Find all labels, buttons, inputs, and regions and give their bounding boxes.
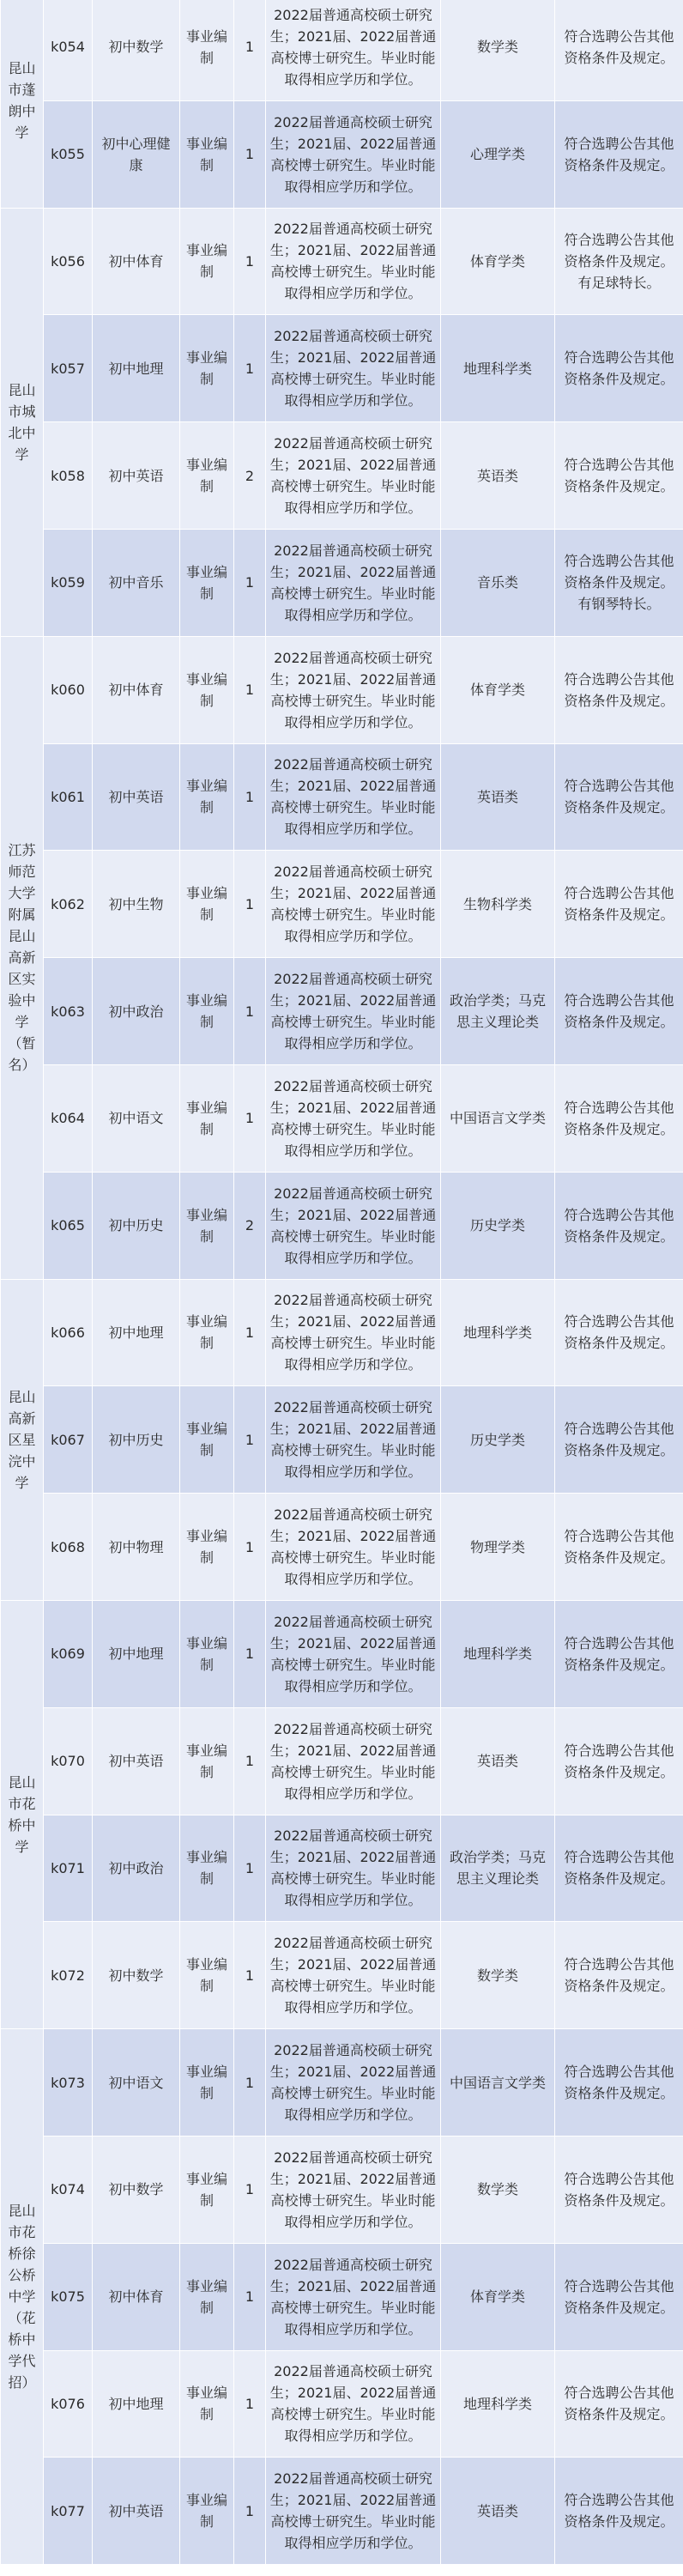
major-cell: 体育学类 — [441, 208, 555, 315]
school-name-cell: 江苏师范大学附属昆山高新区实验中学（暂名） — [1, 636, 44, 1279]
education-requirement-cell: 2022届普通高校硕士研究生；2021届、2022届普通高校博士研究生。毕业时能取得相应学历和学位。 — [266, 422, 441, 530]
position-code-cell: k068 — [44, 1494, 93, 1601]
table-row — [1, 2350, 683, 2458]
headcount-cell: 1 — [234, 851, 266, 958]
other-requirement-cell: 符合选聘公告其他资格条件及规定。 — [555, 2136, 683, 2243]
subject-cell: 初中政治 — [93, 1815, 180, 1922]
table-row — [1, 958, 683, 1065]
education-requirement-cell: 2022届普通高校硕士研究生；2021届、2022届普通高校博士研究生。毕业时能取得相应学历和学位。 — [266, 1064, 441, 1172]
position-code-cell: k070 — [44, 1707, 93, 1815]
education-requirement-cell: 2022届普通高校硕士研究生；2021届、2022届普通高校博士研究生。毕业时能取得相应学历和学位。 — [266, 636, 441, 743]
position-code-cell: k055 — [44, 100, 93, 208]
staff-type-cell: 事业编制 — [180, 1494, 234, 1601]
major-cell: 地理科学类 — [441, 1600, 555, 1707]
position-code-cell: k075 — [44, 2243, 93, 2350]
staff-type-cell: 事业编制 — [180, 2458, 234, 2565]
position-code-cell: k064 — [44, 1064, 93, 1172]
headcount-cell: 2 — [234, 1172, 266, 1279]
position-code-cell: k056 — [44, 208, 93, 315]
headcount-cell: 2 — [234, 422, 266, 530]
education-requirement-cell: 2022届普通高校硕士研究生；2021届、2022届普通高校博士研究生。毕业时能取得相应学历和学位。 — [266, 2029, 441, 2137]
subject-cell: 初中地理 — [93, 1279, 180, 1386]
other-requirement-cell: 符合选聘公告其他资格条件及规定。 — [555, 958, 683, 1065]
staff-type-cell: 事业编制 — [180, 100, 234, 208]
headcount-cell: 1 — [234, 636, 266, 743]
position-code-cell: k057 — [44, 315, 93, 422]
staff-type-cell: 事业编制 — [180, 1172, 234, 1279]
headcount-cell: 1 — [234, 1707, 266, 1815]
education-requirement-cell: 2022届普通高校硕士研究生；2021届、2022届普通高校博士研究生。毕业时能取得相应学历和学位。 — [266, 1815, 441, 1922]
major-cell: 政治学类；马克思主义理论类 — [441, 958, 555, 1065]
headcount-cell: 1 — [234, 2243, 266, 2350]
other-requirement-cell: 符合选聘公告其他资格条件及规定。 — [555, 1600, 683, 1707]
table-row — [1, 1064, 683, 1172]
education-requirement-cell: 2022届普通高校硕士研究生；2021届、2022届普通高校博士研究生。毕业时能取得相应学历和学位。 — [266, 0, 441, 100]
position-code-cell: k060 — [44, 636, 93, 743]
headcount-cell: 1 — [234, 1386, 266, 1494]
position-code-cell: k076 — [44, 2350, 93, 2458]
major-cell: 心理学类 — [441, 100, 555, 208]
headcount-cell: 1 — [234, 1922, 266, 2029]
other-requirement-cell: 符合选聘公告其他资格条件及规定。 — [555, 1386, 683, 1494]
subject-cell: 初中地理 — [93, 315, 180, 422]
education-requirement-cell: 2022届普通高校硕士研究生；2021届、2022届普通高校博士研究生。毕业时能取得相应学历和学位。 — [266, 1922, 441, 2029]
education-requirement-cell: 2022届普通高校硕士研究生；2021届、2022届普通高校博士研究生。毕业时能取得相应学历和学位。 — [266, 2136, 441, 2243]
major-cell: 英语类 — [441, 743, 555, 851]
table-row — [1, 2458, 683, 2565]
position-code-cell: k066 — [44, 1279, 93, 1386]
education-requirement-cell: 2022届普通高校硕士研究生；2021届、2022届普通高校博士研究生。毕业时能取得相应学历和学位。 — [266, 1494, 441, 1601]
major-cell: 政治学类；马克思主义理论类 — [441, 1815, 555, 1922]
staff-type-cell: 事业编制 — [180, 1707, 234, 1815]
major-cell: 历史学类 — [441, 1172, 555, 1279]
headcount-cell: 1 — [234, 1064, 266, 1172]
other-requirement-cell: 符合选聘公告其他资格条件及规定。 — [555, 851, 683, 958]
headcount-cell: 1 — [234, 1279, 266, 1386]
other-requirement-cell: 符合选聘公告其他资格条件及规定。有足球特长。 — [555, 208, 683, 315]
major-cell: 体育学类 — [441, 636, 555, 743]
headcount-cell: 1 — [234, 208, 266, 315]
education-requirement-cell: 2022届普通高校硕士研究生；2021届、2022届普通高校博士研究生。毕业时能取得相应学历和学位。 — [266, 1707, 441, 1815]
major-cell: 物理学类 — [441, 1494, 555, 1601]
other-requirement-cell: 符合选聘公告其他资格条件及规定。 — [555, 1707, 683, 1815]
other-requirement-cell: 符合选聘公告其他资格条件及规定。 — [555, 1494, 683, 1601]
other-requirement-cell: 符合选聘公告其他资格条件及规定。 — [555, 422, 683, 530]
position-code-cell: k067 — [44, 1386, 93, 1494]
table-row — [1, 100, 683, 208]
subject-cell: 初中数学 — [93, 0, 180, 100]
staff-type-cell: 事业编制 — [180, 1386, 234, 1494]
table-row — [1, 2029, 683, 2137]
table-row — [1, 851, 683, 958]
education-requirement-cell: 2022届普通高校硕士研究生；2021届、2022届普通高校博士研究生。毕业时能取得相应学历和学位。 — [266, 1172, 441, 1279]
subject-cell: 初中英语 — [93, 1707, 180, 1815]
staff-type-cell: 事业编制 — [180, 743, 234, 851]
headcount-cell: 1 — [234, 2458, 266, 2565]
subject-cell: 初中心理健康 — [93, 100, 180, 208]
education-requirement-cell: 2022届普通高校硕士研究生；2021届、2022届普通高校博士研究生。毕业时能取得相应学历和学位。 — [266, 315, 441, 422]
major-cell: 数学类 — [441, 0, 555, 100]
staff-type-cell: 事业编制 — [180, 422, 234, 530]
headcount-cell: 1 — [234, 529, 266, 636]
major-cell: 历史学类 — [441, 1386, 555, 1494]
table-row — [1, 636, 683, 743]
position-code-cell: k054 — [44, 0, 93, 100]
staff-type-cell: 事业编制 — [180, 2136, 234, 2243]
other-requirement-cell: 符合选聘公告其他资格条件及规定。 — [555, 100, 683, 208]
education-requirement-cell: 2022届普通高校硕士研究生；2021届、2022届普通高校博士研究生。毕业时能取得相应学历和学位。 — [266, 100, 441, 208]
school-name-cell: 昆山市花桥徐公桥中学（花桥中学代招） — [1, 2029, 44, 2565]
table-row — [1, 1386, 683, 1494]
major-cell: 英语类 — [441, 2458, 555, 2565]
staff-type-cell: 事业编制 — [180, 958, 234, 1065]
position-code-cell: k058 — [44, 422, 93, 530]
other-requirement-cell: 符合选聘公告其他资格条件及规定。 — [555, 2458, 683, 2565]
other-requirement-cell: 符合选聘公告其他资格条件及规定。 — [555, 1064, 683, 1172]
education-requirement-cell: 2022届普通高校硕士研究生；2021届、2022届普通高校博士研究生。毕业时能取得相应学历和学位。 — [266, 851, 441, 958]
table-row — [1, 1494, 683, 1601]
table-row — [1, 315, 683, 422]
major-cell: 地理科学类 — [441, 1279, 555, 1386]
other-requirement-cell: 符合选聘公告其他资格条件及规定。 — [555, 2350, 683, 2458]
table-row — [1, 529, 683, 636]
staff-type-cell: 事业编制 — [180, 1815, 234, 1922]
headcount-cell: 1 — [234, 2029, 266, 2137]
subject-cell: 初中语文 — [93, 2029, 180, 2137]
subject-cell: 初中地理 — [93, 1600, 180, 1707]
table-row — [1, 0, 683, 100]
table-row — [1, 1815, 683, 1922]
education-requirement-cell: 2022届普通高校硕士研究生；2021届、2022届普通高校博士研究生。毕业时能取得相应学历和学位。 — [266, 1600, 441, 1707]
position-code-cell: k073 — [44, 2029, 93, 2137]
position-code-cell: k061 — [44, 743, 93, 851]
table-row — [1, 2243, 683, 2350]
subject-cell: 初中政治 — [93, 958, 180, 1065]
major-cell: 数学类 — [441, 2136, 555, 2243]
other-requirement-cell: 符合选聘公告其他资格条件及规定。 — [555, 315, 683, 422]
subject-cell: 初中数学 — [93, 1922, 180, 2029]
position-code-cell: k074 — [44, 2136, 93, 2243]
staff-type-cell: 事业编制 — [180, 0, 234, 100]
staff-type-cell: 事业编制 — [180, 529, 234, 636]
headcount-cell: 1 — [234, 1600, 266, 1707]
major-cell: 地理科学类 — [441, 2350, 555, 2458]
education-requirement-cell: 2022届普通高校硕士研究生；2021届、2022届普通高校博士研究生。毕业时能取得相应学历和学位。 — [266, 958, 441, 1065]
position-code-cell: k071 — [44, 1815, 93, 1922]
headcount-cell: 1 — [234, 0, 266, 100]
table-row — [1, 422, 683, 530]
headcount-cell: 1 — [234, 2350, 266, 2458]
subject-cell: 初中体育 — [93, 208, 180, 315]
staff-type-cell: 事业编制 — [180, 851, 234, 958]
position-code-cell: k069 — [44, 1600, 93, 1707]
table-row — [1, 1922, 683, 2029]
subject-cell: 初中英语 — [93, 2458, 180, 2565]
subject-cell: 初中体育 — [93, 2243, 180, 2350]
other-requirement-cell: 符合选聘公告其他资格条件及规定。 — [555, 636, 683, 743]
other-requirement-cell: 符合选聘公告其他资格条件及规定。 — [555, 0, 683, 100]
staff-type-cell: 事业编制 — [180, 2350, 234, 2458]
other-requirement-cell: 符合选聘公告其他资格条件及规定。 — [555, 2243, 683, 2350]
headcount-cell: 1 — [234, 1494, 266, 1601]
subject-cell: 初中历史 — [93, 1172, 180, 1279]
other-requirement-cell: 符合选聘公告其他资格条件及规定。有钢琴特长。 — [555, 529, 683, 636]
table-row — [1, 1600, 683, 1707]
staff-type-cell: 事业编制 — [180, 1922, 234, 2029]
other-requirement-cell: 符合选聘公告其他资格条件及规定。 — [555, 2029, 683, 2137]
staff-type-cell: 事业编制 — [180, 315, 234, 422]
position-code-cell: k059 — [44, 529, 93, 636]
staff-type-cell: 事业编制 — [180, 2029, 234, 2137]
subject-cell: 初中音乐 — [93, 529, 180, 636]
table-body — [1, 0, 683, 2565]
education-requirement-cell: 2022届普通高校硕士研究生；2021届、2022届普通高校博士研究生。毕业时能取得相应学历和学位。 — [266, 2243, 441, 2350]
position-code-cell: k072 — [44, 1922, 93, 2029]
staff-type-cell: 事业编制 — [180, 208, 234, 315]
table-row — [1, 1279, 683, 1386]
major-cell: 地理科学类 — [441, 315, 555, 422]
major-cell: 体育学类 — [441, 2243, 555, 2350]
education-requirement-cell: 2022届普通高校硕士研究生；2021届、2022届普通高校博士研究生。毕业时能取得相应学历和学位。 — [266, 1279, 441, 1386]
major-cell: 中国语言文学类 — [441, 2029, 555, 2137]
education-requirement-cell: 2022届普通高校硕士研究生；2021届、2022届普通高校博士研究生。毕业时能取得相应学历和学位。 — [266, 743, 441, 851]
school-name-cell: 昆山高新区星浣中学 — [1, 1279, 44, 1600]
subject-cell: 初中语文 — [93, 1064, 180, 1172]
table-row — [1, 1172, 683, 1279]
headcount-cell: 1 — [234, 315, 266, 422]
subject-cell: 初中生物 — [93, 851, 180, 958]
subject-cell: 初中物理 — [93, 1494, 180, 1601]
staff-type-cell: 事业编制 — [180, 1279, 234, 1386]
subject-cell: 初中地理 — [93, 2350, 180, 2458]
headcount-cell: 1 — [234, 2136, 266, 2243]
other-requirement-cell: 符合选聘公告其他资格条件及规定。 — [555, 1922, 683, 2029]
position-code-cell: k062 — [44, 851, 93, 958]
major-cell: 数学类 — [441, 1922, 555, 2029]
table-row — [1, 208, 683, 315]
major-cell: 中国语言文学类 — [441, 1064, 555, 1172]
headcount-cell: 1 — [234, 1815, 266, 1922]
other-requirement-cell: 符合选聘公告其他资格条件及规定。 — [555, 1279, 683, 1386]
staff-type-cell: 事业编制 — [180, 2243, 234, 2350]
education-requirement-cell: 2022届普通高校硕士研究生；2021届、2022届普通高校博士研究生。毕业时能取得相应学历和学位。 — [266, 208, 441, 315]
education-requirement-cell: 2022届普通高校硕士研究生；2021届、2022届普通高校博士研究生。毕业时能取得相应学历和学位。 — [266, 529, 441, 636]
table-row — [1, 1707, 683, 1815]
subject-cell: 初中体育 — [93, 636, 180, 743]
subject-cell: 初中数学 — [93, 2136, 180, 2243]
subject-cell: 初中英语 — [93, 743, 180, 851]
education-requirement-cell: 2022届普通高校硕士研究生；2021届、2022届普通高校博士研究生。毕业时能取得相应学历和学位。 — [266, 2458, 441, 2565]
school-name-cell: 昆山市城北中学 — [1, 208, 44, 636]
other-requirement-cell: 符合选聘公告其他资格条件及规定。 — [555, 1172, 683, 1279]
subject-cell: 初中英语 — [93, 422, 180, 530]
education-requirement-cell: 2022届普通高校硕士研究生；2021届、2022届普通高校博士研究生。毕业时能取得相应学历和学位。 — [266, 1386, 441, 1494]
school-name-cell: 昆山市蓬朗中学 — [1, 0, 44, 208]
staff-type-cell: 事业编制 — [180, 636, 234, 743]
major-cell: 音乐类 — [441, 529, 555, 636]
position-code-cell: k077 — [44, 2458, 93, 2565]
staff-type-cell: 事业编制 — [180, 1064, 234, 1172]
major-cell: 英语类 — [441, 1707, 555, 1815]
table-row — [1, 2136, 683, 2243]
other-requirement-cell: 符合选聘公告其他资格条件及规定。 — [555, 1815, 683, 1922]
school-name-cell: 昆山市花桥中学 — [1, 1600, 44, 2028]
headcount-cell: 1 — [234, 100, 266, 208]
education-requirement-cell: 2022届普通高校硕士研究生；2021届、2022届普通高校博士研究生。毕业时能取得相应学历和学位。 — [266, 2350, 441, 2458]
position-code-cell: k063 — [44, 958, 93, 1065]
major-cell: 生物科学类 — [441, 851, 555, 958]
headcount-cell: 1 — [234, 958, 266, 1065]
other-requirement-cell: 符合选聘公告其他资格条件及规定。 — [555, 743, 683, 851]
subject-cell: 初中历史 — [93, 1386, 180, 1494]
table-row — [1, 743, 683, 851]
major-cell: 英语类 — [441, 422, 555, 530]
position-code-cell: k065 — [44, 1172, 93, 1279]
headcount-cell: 1 — [234, 743, 266, 851]
staff-type-cell: 事业编制 — [180, 1600, 234, 1707]
